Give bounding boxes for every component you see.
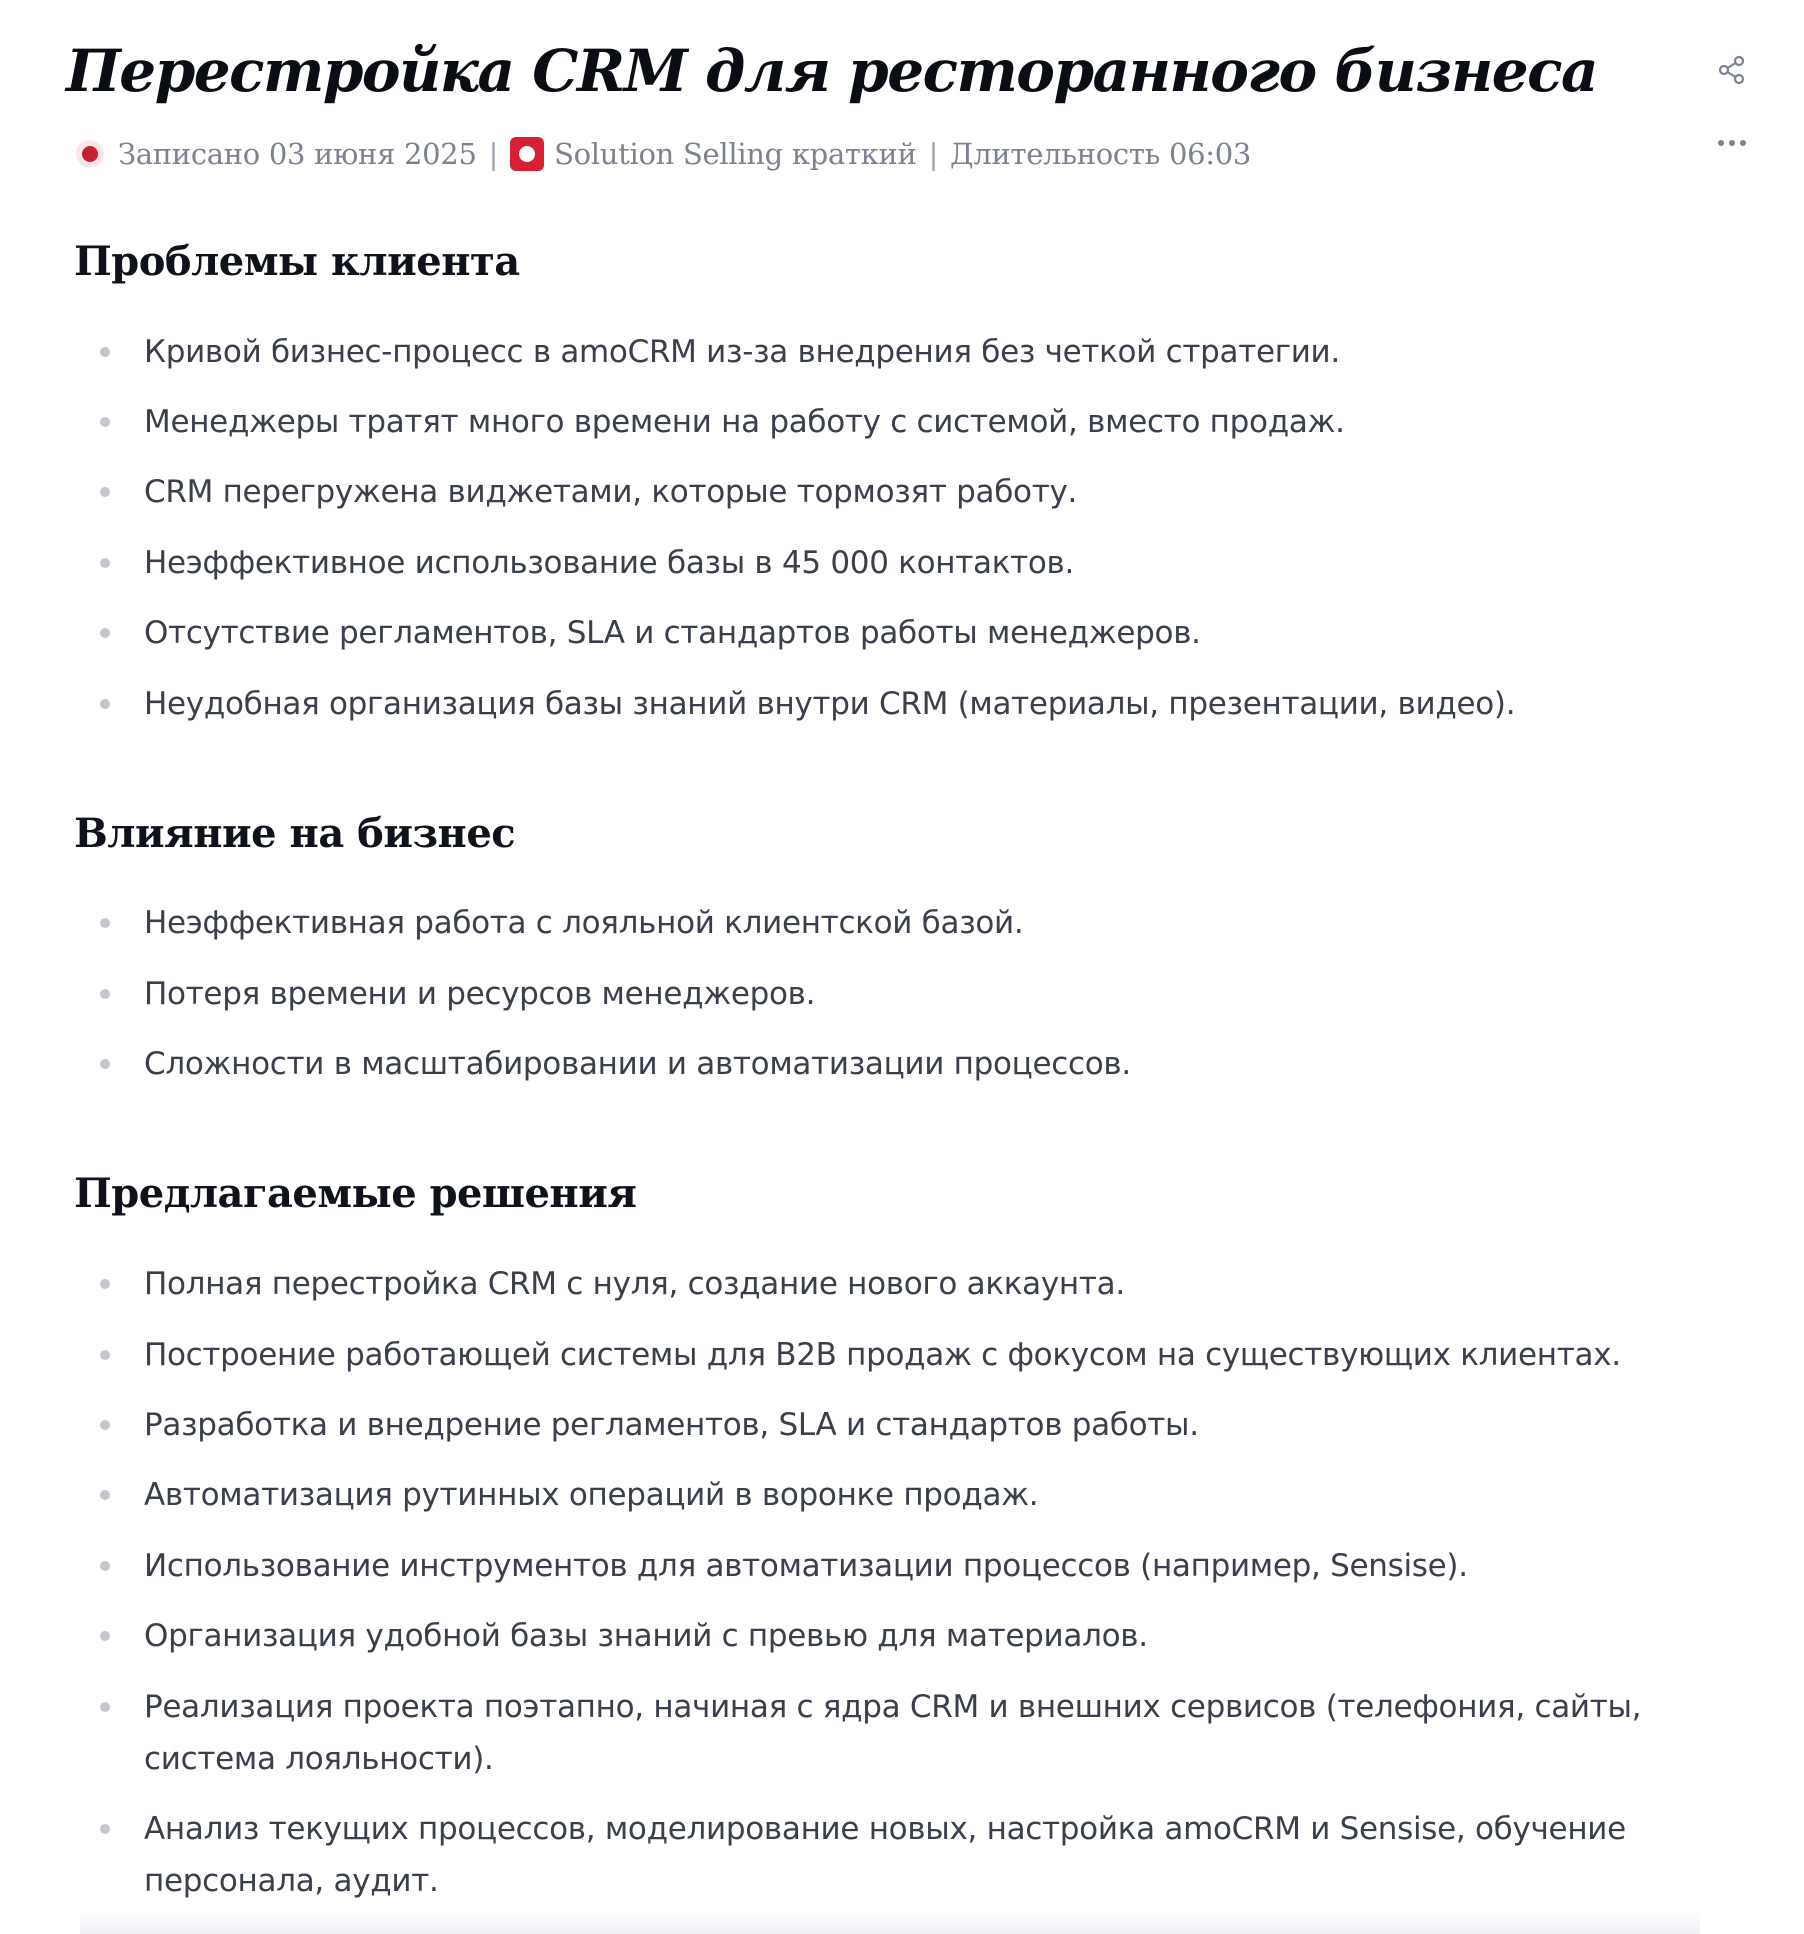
section-heading-client-problems: Проблемы клиента (74, 238, 520, 285)
list-item: Менеджеры тратят много времени на работу с системой, вместо продаж. (144, 396, 1704, 448)
list-item: Полная перестройка CRM с нуля, создание нового аккаунта. (144, 1258, 1704, 1310)
list-item: Неэффективная работа с лояльной клиентской базой. (144, 897, 1704, 949)
list-item: Реализация проекта поэтапно, начиная с ядра CRM и внешних сервисов (телефония, сайты, система лояльности). (144, 1681, 1704, 1785)
list-item: CRM перегружена виджетами, которые тормозят работу. (144, 466, 1704, 518)
scroll-fade (80, 1910, 1700, 1934)
meta-separator: | (488, 137, 499, 171)
list-item: Анализ текущих процессов, моделирование новых, настройка amoCRM и Sensise, обучение персонала, аудит. (144, 1803, 1704, 1907)
record-dot-icon (76, 140, 104, 168)
list-item: Автоматизация рутинных операций в воронке продаж. (144, 1469, 1704, 1521)
more-horizontal-icon (1716, 133, 1748, 152)
list-item: Неудобная организация базы знаний внутри CRM (материалы, презентации, видео). (144, 678, 1704, 730)
list-item: Разработка и внедрение регламентов, SLA и стандартов работы. (144, 1399, 1704, 1451)
list-item: Использование инструментов для автоматизации процессов (например, Sensise). (144, 1540, 1704, 1592)
template-badge-icon (510, 137, 544, 171)
meta-separator: | (928, 137, 939, 171)
more-options-button[interactable] (1712, 122, 1752, 162)
list-item: Неэффективное использование базы в 45 000 контактов. (144, 537, 1704, 589)
list-item: Потеря времени и ресурсов менеджеров. (144, 968, 1704, 1020)
recording-meta (76, 130, 1251, 178)
template-name[interactable]: Solution Selling краткий (554, 137, 917, 171)
section-heading-proposed-solutions: Предлагаемые решения (74, 1170, 637, 1217)
list-item: Сложности в масштабировании и автоматизации процессов. (144, 1038, 1704, 1090)
list-item: Построение работающей системы для B2B продаж с фокусом на существующих клиентах. (144, 1329, 1704, 1381)
duration: Длительность 06:03 (950, 137, 1252, 171)
page-title: Перестройка CRM для ресторанного бизнеса (66, 37, 1598, 105)
section-heading-business-impact: Влияние на бизнес (74, 810, 516, 857)
list-item: Организация удобной базы знаний с превью для материалов. (144, 1610, 1704, 1662)
share-button[interactable] (1712, 52, 1752, 92)
list-item: Отсутствие регламентов, SLA и стандартов работы менеджеров. (144, 607, 1704, 659)
list-item: Кривой бизнес-процесс в amoCRM из-за внедрения без четкой стратегии. (144, 326, 1704, 378)
recorded-date: Записано 03 июня 2025 (118, 137, 477, 171)
share-icon (1716, 54, 1748, 90)
